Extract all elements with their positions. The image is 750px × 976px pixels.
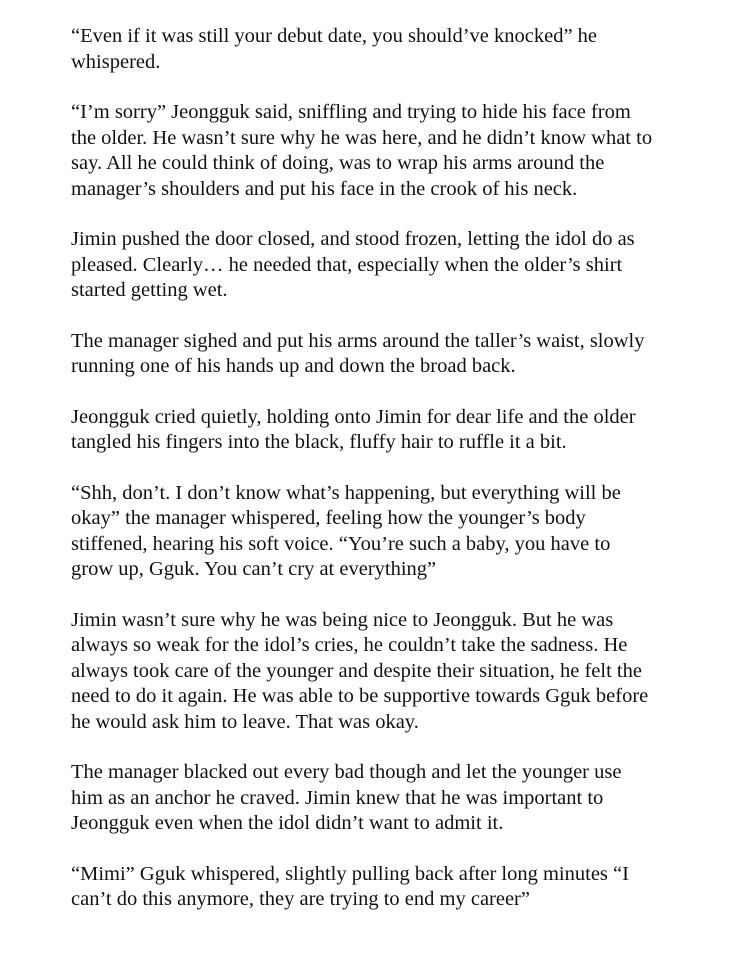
paragraph-1: “Even if it was still your debut date, you should’ve knocked” he whispered.	[71, 25, 598, 73]
paragraph-4: The manager sighed and put his arms around the taller’s waist, slowly running one of his hands up and down the broad back.	[71, 329, 645, 377]
document-page	[71, 24, 731, 938]
paragraph-3: Jimin pushed the door closed, and stood frozen, letting the idol do as pleased. Clearly… he needed that, especially when the older’s shirt started getting wet.	[71, 228, 635, 301]
paragraph-6: “Shh, don’t. I don’t know what’s happening, but everything will be okay” the manager whispered, feeling how the younger’s body stiffened, hearing his soft voice. “You’re such a baby, you have to grow up, Gguk. You can’t cry at everything”	[71, 481, 621, 580]
paragraph-5: Jeongguk cried quietly, holding onto Jimin for dear life and the older tangled his fingers into the black, fluffy hair to ruffle it a bit.	[71, 405, 636, 453]
paragraph-8: The manager blacked out every bad though and let the younger use him as an anchor he craved. Jimin knew that he was important to Jeongguk even when the idol didn’t want to admit it.	[71, 761, 622, 834]
paragraph-7: Jimin wasn’t sure why he was being nice to Jeongguk. But he was always so weak for the idol’s cries, he couldn’t take the sadness. He always took care of the younger and despite their situation, he felt the need to do it again. He was able to be supportive towards Gguk before he would ask him to leave. That was okay.	[71, 608, 649, 733]
paragraph-2: “I’m sorry” Jeongguk said, sniffling and trying to hide his face from the older. He wasn’t sure why he was here, and he didn’t know what to say. All he could think of doing, was to wrap his arms around the manager’s shoulders and put his face in the crook of his neck.	[71, 101, 653, 200]
paragraph-9: “Mimi” Gguk whispered, slightly pulling back after long minutes “I can’t do this anymore, they are trying to end my career”	[71, 862, 629, 910]
